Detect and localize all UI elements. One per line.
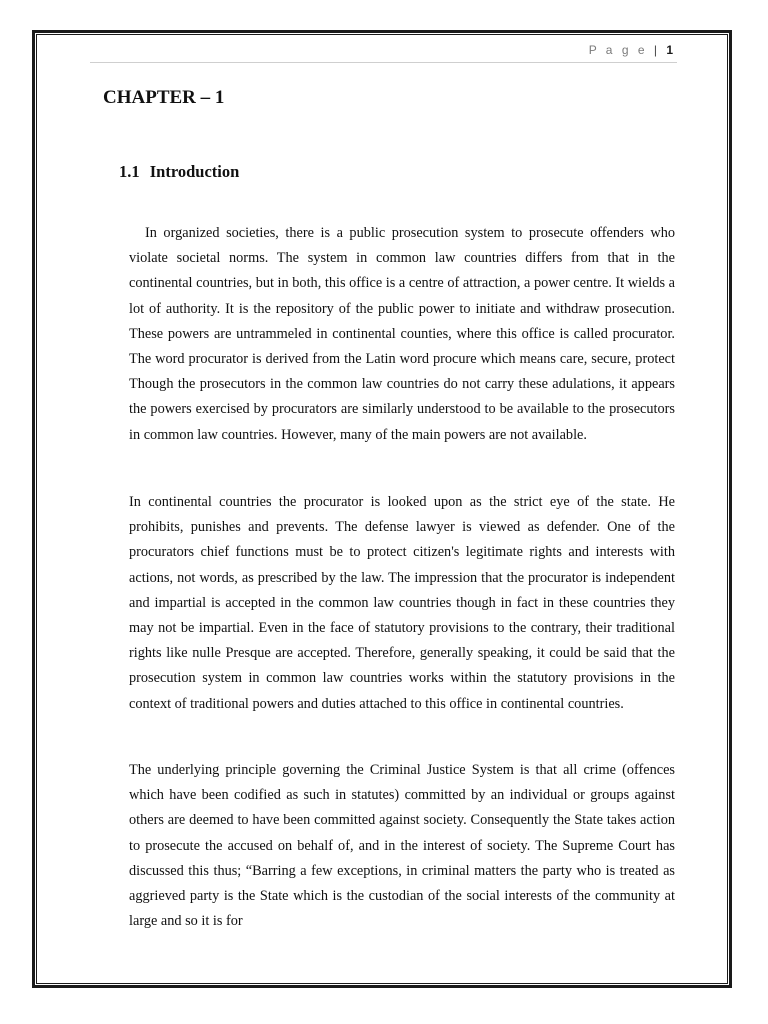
section-heading <box>119 162 239 182</box>
chapter-title: CHAPTER – 1 <box>103 87 225 108</box>
page-number: 1 <box>666 43 673 57</box>
page-separator: | <box>653 43 657 57</box>
paragraph-2: In continental countries the procurator is looked upon as the strict eye of the state. He prohibits, punishes and prevents. The defense lawyer is viewed as defender. One of the procurators chief functions must be to protect citizen's legitimate rights and interests with actions, not words, as prescribed by the law. The impression that the procurator is independent and impartial is accepted in the common law countries though in fact in these countries they may not be impartial. Even in the face of statutory provisions to the contrary, their traditional rights like nulle Presque are accepted. Therefore, generally speaking, it could be said that the prosecution system in common law countries works within the statutory provisions in the context of traditional powers and duties attached to this office in continental countries. <box>129 494 675 712</box>
section-title: Introduction <box>149 162 240 181</box>
page-indicator <box>589 43 673 57</box>
paragraph-1: In organized societies, there is a public prosecution system to prosecute offenders who violate societal norms. The system in common law countries differs from that in the continental countries, but in both, this office is a centre of attraction, a power centre. It wields a lot of authority. It is the repository of the public power to initiate and withdraw prosecution. These powers are untrammeled in continental counties, where this office is called procurator. The word procurator is derived from the Latin word procure which means care, secure, protect Though the prosecutors in the common law countries do not carry these adulations, it appears the powers exercised by procurators are similarly understood to be available to the prosecutors in common law countries. However, many of the main powers are not available. <box>129 225 675 443</box>
paragraph-3: The underlying principle governing the Criminal Justice System is that all crime (offences which have been codified as such in statutes) committed by an individual or groups against others are deemed to have been committed against society. Consequently the State takes action to prosecute the accused on behalf of, and in the interest of society. The Supreme Court has discussed this thus; “Barring a few exceptions, in criminal matters the party who is treated as aggrieved party is the State which is the custodian of the social interests of the community at large and so it is for <box>129 762 675 930</box>
section-number: 1.1 <box>119 162 140 181</box>
page-label: P a g e <box>588 43 648 57</box>
page-header <box>90 40 677 63</box>
